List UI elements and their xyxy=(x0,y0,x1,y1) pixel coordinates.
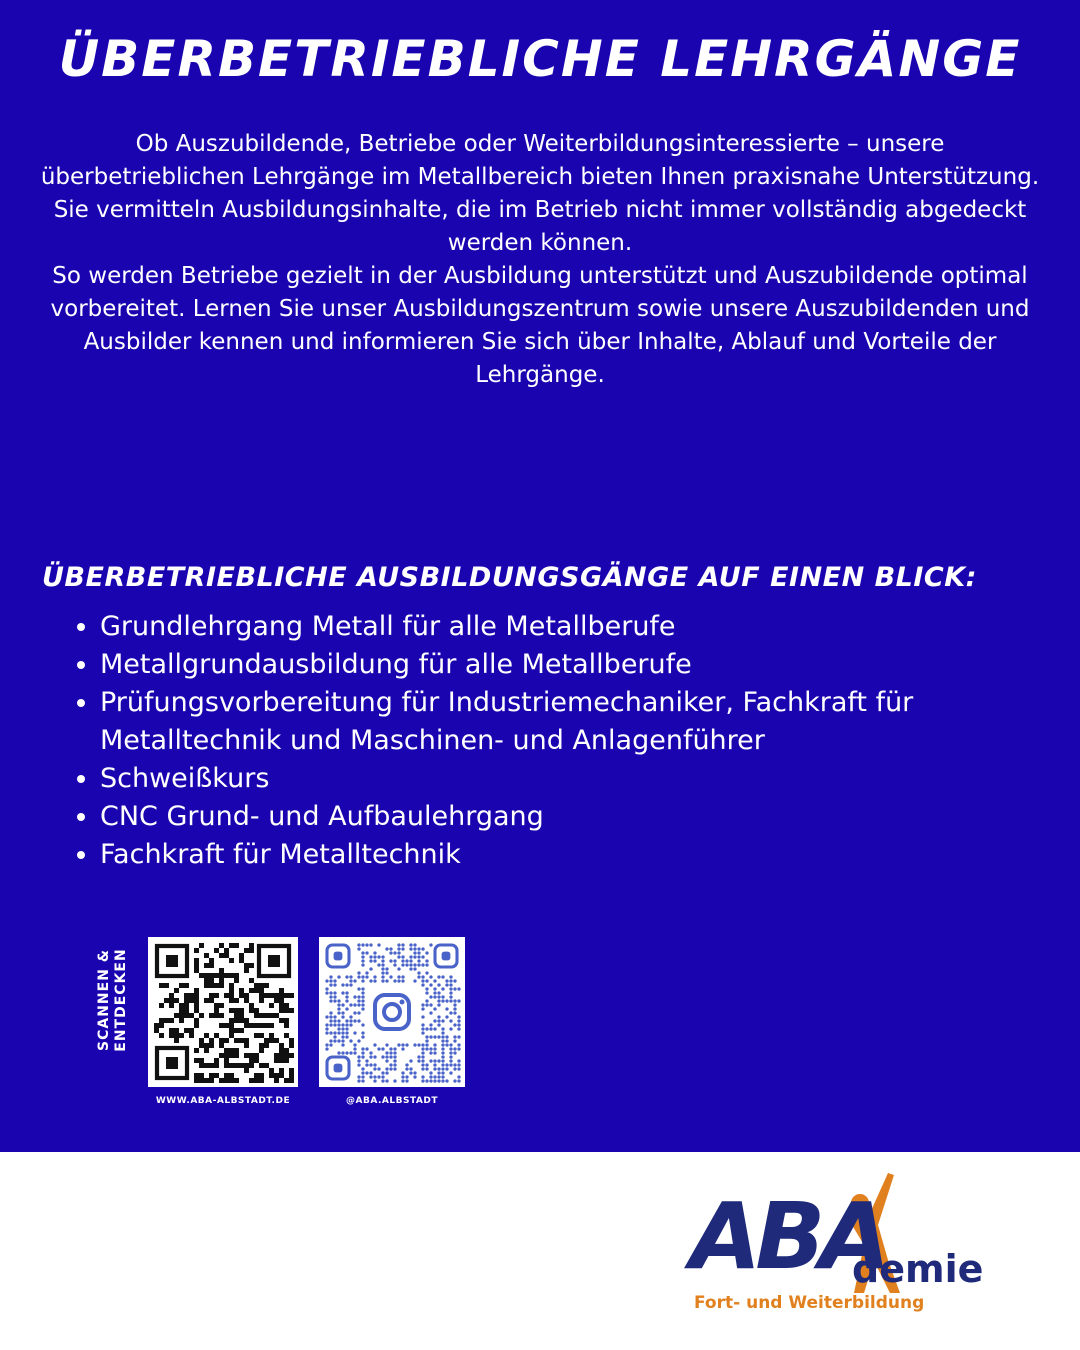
page-title: ÜBERBETRIEBLICHE LEHRGÄNGE xyxy=(58,30,1022,88)
intro-paragraph-2: Sie vermitteln Ausbildungsinhalte, die im Betrieb nicht immer vollständig abgedeckt werden können. xyxy=(53,197,1027,256)
instagram-qr-code[interactable] xyxy=(319,937,465,1087)
intro-paragraph-3: So werden Betriebe gezielt in der Ausbildung unterstützt und Auszubildende optimal vorbereitet. Lernen Sie unser Ausbildungszentrum sowie unsere Auszubildenden und Ausbilder kennen und informieren Sie sich über Inhalte, Ablauf und Vorteile der Lehrgänge. xyxy=(50,263,1030,388)
logo-demie-text: demie xyxy=(852,1247,984,1291)
aba-logo xyxy=(690,1165,1050,1325)
list-item: • CNC Grund- und Aufbaulehrgang xyxy=(100,798,1080,836)
courses-heading: ÜBERBETRIEBLICHE AUSBILDUNGSGÄNGE AUF EINEN BLICK: xyxy=(42,562,977,593)
scan-label xyxy=(96,935,130,1065)
list-item: • Metallgrundausbildung für alle Metallberufe xyxy=(100,646,1080,684)
logo-tagline: Fort- und Weiterbildung xyxy=(694,1293,925,1313)
logo-aba-text: ABA xyxy=(690,1183,885,1290)
website-qr-label: WWW.ABA-ALBSTADT.DE xyxy=(155,1096,291,1106)
intro-text xyxy=(40,128,1040,392)
scan-label-line-1: SCANNEN & xyxy=(96,949,112,1051)
qr-code-icon xyxy=(148,937,298,1087)
list-item: • Prüfungsvorbereitung für Industriemechaniker, Fachkraft für Metalltechnik und Maschinen- und Anlagenführer xyxy=(100,684,1080,760)
course-list xyxy=(60,608,1080,874)
list-item: • Grundlehrgang Metall für alle Metallberufe xyxy=(100,608,1080,646)
scan-label-line-2: ENTDECKEN xyxy=(113,948,129,1052)
list-item: • Schweißkurs xyxy=(100,760,1080,798)
website-qr-code[interactable] xyxy=(148,937,298,1087)
intro-paragraph-1: Ob Auszubildende, Betriebe oder Weiterbildungsinteressierte – unsere überbetrieblichen Lehrgänge im Metallbereich bieten Ihnen praxisnahe Unterstützung. xyxy=(40,131,1040,190)
instagram-icon xyxy=(319,937,465,1087)
list-item: • Fachkraft für Metalltechnik xyxy=(100,836,1080,874)
instagram-qr-label: @ABA.ALBSTADT xyxy=(346,1096,438,1106)
